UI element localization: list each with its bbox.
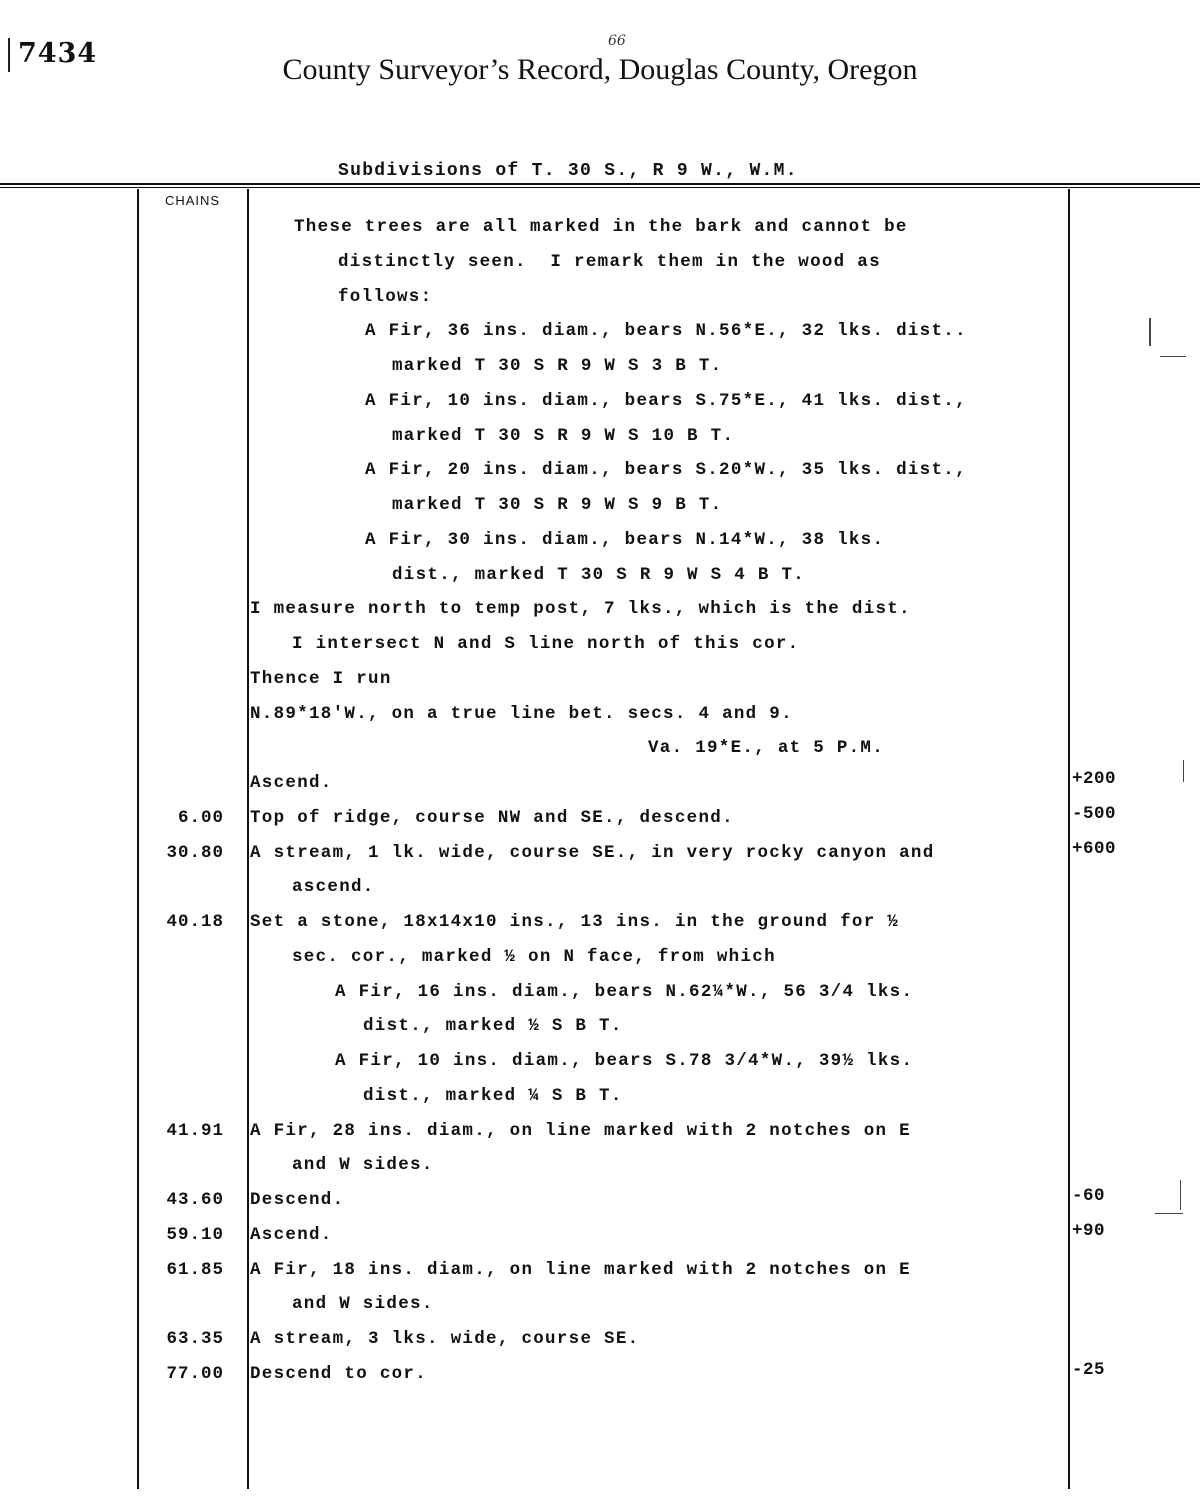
record-line: A Fir, 10 ins. diam., bears S.75*E., 41 lks. dist., (365, 390, 967, 411)
header-rule (0, 183, 1200, 185)
record-line: and W sides. (292, 1294, 434, 1315)
record-line: Va. 19*E., at 5 P.M. (648, 738, 885, 759)
record-line: sec. cor., marked ½ on N face, from which (292, 946, 776, 967)
record-line: Set a stone, 18x14x10 ins., 13 ins. in the ground for ½ (250, 912, 900, 932)
section-subtitle: Subdivisions of T. 30 S., R 9 W., W.M. (338, 161, 798, 181)
chains-column-right-border (247, 189, 249, 1489)
record-line: Descend to cor. (250, 1363, 428, 1384)
record-line: A Fir, 20 ins. diam., bears S.20*W., 35 lks. dist., (365, 460, 967, 481)
chain-distance: 59.10 (166, 1224, 224, 1245)
header-rule-thin (0, 187, 1200, 188)
elevation-change: +200 (1072, 769, 1117, 789)
margin-tick (1160, 356, 1186, 357)
record-line: marked T 30 S R 9 W S 9 B T. (392, 495, 723, 515)
margin-tick (1180, 1180, 1181, 1210)
record-line: These trees are all marked in the bark and cannot be (294, 217, 908, 237)
chain-distance: 41.91 (166, 1120, 224, 1141)
record-line: N.89*18'W., on a true line bet. secs. 4 and 9. (250, 703, 793, 724)
elevation-change: +600 (1072, 838, 1117, 859)
margin-tick (1155, 1213, 1183, 1214)
margin-tick (1183, 760, 1184, 782)
record-line: Top of ridge, course NW and SE., descend. (250, 807, 734, 828)
record-line: marked T 30 S R 9 W S 10 B T. (392, 425, 735, 446)
chain-distance: 30.80 (166, 842, 224, 863)
record-line: distinctly seen. I remark them in the wood as (338, 251, 881, 272)
record-line: I measure north to temp post, 7 lks., which is the dist. (250, 599, 911, 620)
record-line: dist., marked ½ S B T. (363, 1016, 623, 1037)
margin-tick (1149, 318, 1151, 346)
record-line: dist., marked T 30 S R 9 W S 4 B T. (392, 564, 806, 585)
page-number: 7434 (18, 38, 98, 69)
record-line: and W sides. (292, 1155, 434, 1176)
elevation-column-border (1068, 189, 1070, 1489)
record-line: A Fir, 16 ins. diam., bears N.62¼*W., 56 3/4 lks. (335, 981, 914, 1002)
record-line: follows: (338, 286, 433, 307)
record-line: Descend. (250, 1190, 345, 1210)
record-line: marked T 30 S R 9 W S 3 B T. (392, 356, 723, 376)
record-line: A stream, 1 lk. wide, course SE., in very rocky canyon and (250, 842, 935, 863)
chain-distance: 43.60 (166, 1190, 224, 1210)
elevation-change: -60 (1072, 1186, 1106, 1206)
record-line: A Fir, 30 ins. diam., bears N.14*W., 38 lks. (365, 529, 885, 550)
record-line: ascend. (292, 877, 375, 898)
record-line: Ascend. (250, 1224, 333, 1245)
elevation-change: +90 (1072, 1220, 1106, 1241)
record-line: I intersect N and S line north of this cor. (292, 634, 800, 654)
elevation-change: -500 (1072, 803, 1117, 824)
record-line: A Fir, 10 ins. diam., bears S.78 3/4*W., 39½ lks. (335, 1051, 914, 1071)
record-line: Ascend. (250, 773, 333, 793)
record-line: A Fir, 28 ins. diam., on line marked with 2 notches on E (250, 1120, 911, 1141)
handwritten-page-mark: 66 (608, 33, 626, 49)
record-line: dist., marked ¼ S B T. (363, 1085, 623, 1106)
record-line: Thence I run (250, 668, 392, 689)
record-line: A Fir, 18 ins. diam., on line marked with 2 notches on E (250, 1259, 911, 1280)
chains-column-left-border (137, 189, 139, 1489)
chain-distance: 77.00 (166, 1363, 224, 1384)
record-line: A Fir, 36 ins. diam., bears N.56*E., 32 lks. dist.. (365, 321, 967, 342)
chain-distance: 63.35 (166, 1329, 224, 1349)
elevation-change: -25 (1072, 1359, 1106, 1380)
record-line: A stream, 3 lks. wide, course SE. (250, 1329, 640, 1349)
chain-distance: 6.00 (177, 807, 224, 828)
chain-distance: 61.85 (166, 1259, 224, 1280)
page-title: County Surveyor’s Record, Douglas County, Oregon (282, 53, 918, 86)
chains-column-header: CHAINS (164, 193, 221, 208)
chain-distance: 40.18 (166, 912, 224, 932)
